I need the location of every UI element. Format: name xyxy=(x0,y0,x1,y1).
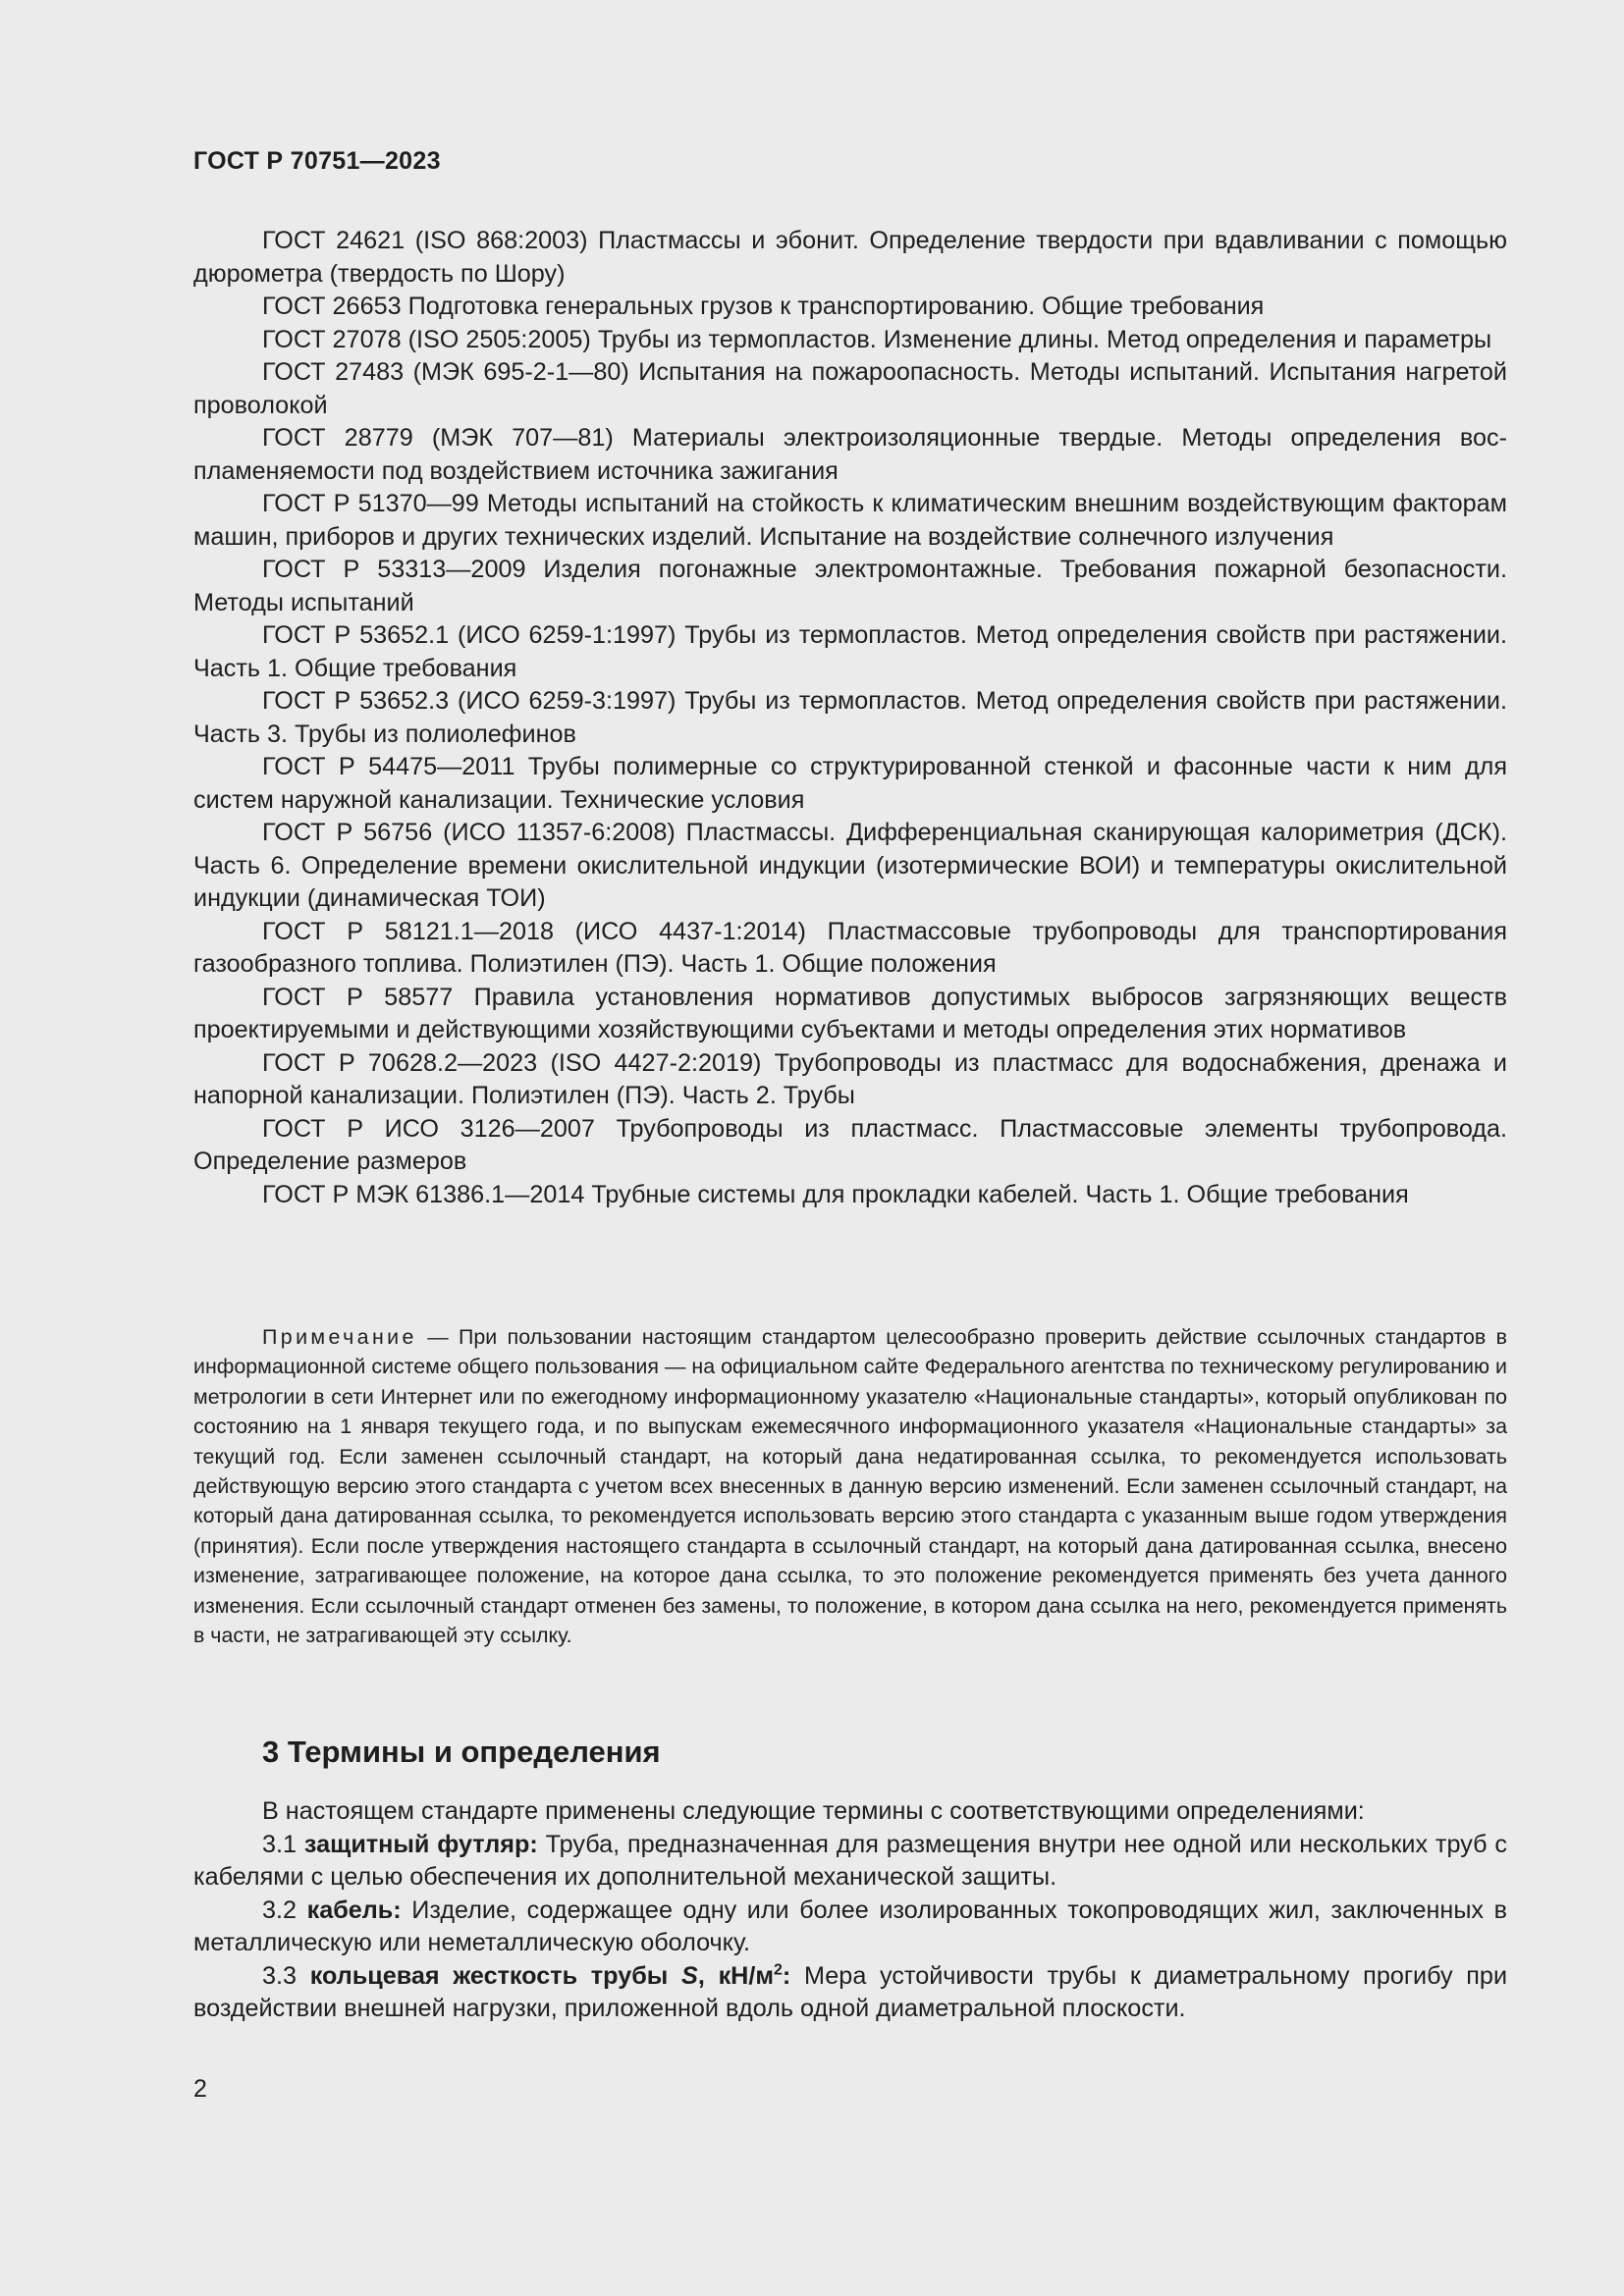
reference-item: ГОСТ Р ИСО 3126—2007 Трубопроводы из пластмасс. Пластмассовые элементы трубопровода. Определение размеров xyxy=(193,1114,1507,1175)
note-paragraph xyxy=(193,1322,1507,1650)
document-header: ГОСТ Р 70751—2023 xyxy=(193,147,441,175)
page-number: 2 xyxy=(193,2075,207,2103)
term-item xyxy=(193,1829,1507,1895)
term-definition: Изделие, содержащее одну или более изолированных токопроводящих жил, заключенных в металлическую или неметаллическую оболочку. xyxy=(193,1896,1507,1956)
note-text: При пользовании настоящим стандартом целесообразно проверить действие ссылочных стандартов в информационной системе общего пользования — на официальном сайте Федерального агентства по техническому регулированию и метрологии в сети Интернет или по ежегодному информационному указателю «Национальные стандарты», который опубликован по состоянию на 1 января текущего года, и по выпускам ежемесячного информационного указателя «Национальные стандарты» за текущий год. Если заменен ссылочный стандарт, на который дана недатированная ссылка, то рекомендуется использовать действующую версию этого стандарта с учетом всех внесенных в данную версию изменений. Если заменен ссылочный стандарт, на который дана датированная ссылка, то рекомендуется использовать версию этого стандарта с указанным выше годом утверждения (принятия). Если после утверждения настоящего стандарта в ссылочный стандарт, на который дана датированная ссылка, внесено изменение, затрагивающее положение, на которое дана ссылка, то это положение рекомендуется применять без учета данного изменения. Если ссылочный стандарт отменен без замены, то положение, в котором дана ссылка на него, рекомендуется применять в части, не затрагивающей эту ссылку. xyxy=(193,1325,1507,1648)
reference-item: ГОСТ Р 70628.2—2023 (ISO 4427-2:2019) Трубопроводы из пластмасс для водоснабжения, дренажа и напорной канализации. Полиэтилен (ПЭ). Часть 2. Трубы xyxy=(193,1048,1507,1109)
term-definition: Мера устойчивости трубы к диаметральному прогибу при воздействии внешней нагрузки, приложенной вдоль одной диаметральной плоскости. xyxy=(193,1961,1508,2022)
reference-item: ГОСТ Р 53652.3 (ИСО 6259-3:1997) Трубы из термопластов. Метод определения свойств при растяжении. Часть 3. Трубы из полиолефинов xyxy=(193,687,1507,748)
term-name xyxy=(310,1962,791,1990)
reference-item: ГОСТ 24621 (ISO 868:2003) Пластмассы и эбонит. Определение твердости при вдавливании с помощью дюрометра (твердость по Шору) xyxy=(193,227,1507,288)
reference-item: ГОСТ 28779 (МЭК 707—81) Материалы электроизоляционные твердые. Методы определения воспламеняемости под воздействием источника зажигания xyxy=(193,424,1507,485)
section-title: 3 Термины и определения xyxy=(262,1735,661,1769)
term-name-text: кольцевая жесткость трубы xyxy=(309,1961,682,1990)
reference-item: ГОСТ Р 53652.1 (ИСО 6259-1:1997) Трубы из термопластов. Метод определения свойств при растяжении. Часть 1. Общие требования xyxy=(193,621,1507,682)
term-item xyxy=(193,1895,1507,1960)
term-number: 3.1 xyxy=(262,1830,304,1858)
reference-item: ГОСТ Р 54475—2011 Трубы полимерные со структурированной стенкой и фасонные части к ним для систем наружной канализации. Технические условия xyxy=(193,753,1507,814)
reference-item: ГОСТ 27483 (МЭК 695-2-1—80) Испытания на пожароопасность. Методы испытаний. Испытания нагретой проволокой xyxy=(193,358,1507,419)
reference-item: ГОСТ Р 58577 Правила установления нормативов допустимых выбросов загрязняющих веществ проектируемыми и действующими хозяйствующими субъектами и методы определения этих нормативов xyxy=(193,983,1507,1043)
term-colon: : xyxy=(782,1961,791,1990)
note-label: Примечание xyxy=(262,1325,417,1349)
term-definition: Труба, предназначенная для размещения внутри нее одной или нескольких труб с кабелями с целью обеспечения их дополнительной механической защиты. xyxy=(193,1830,1507,1891)
term-name: кабель: xyxy=(306,1896,402,1924)
normative-references-list xyxy=(193,225,1507,1211)
reference-item: ГОСТ 27078 (ISO 2505:2005) Трубы из термопластов. Изменение длины. Метод определения и параметры xyxy=(262,325,1492,353)
term-symbol: S xyxy=(681,1961,698,1990)
reference-item: ГОСТ Р 51370—99 Методы испытаний на стойкость к климатическим внешним воздействующим факторам машин, приборов и других технических изделий. Испытание на воздействие солнечного излучения xyxy=(193,490,1507,551)
reference-item: ГОСТ Р МЭК 61386.1—2014 Трубные системы для прокладки кабелей. Часть 1. Общие требования xyxy=(262,1180,1409,1208)
term-name: защитный футляр: xyxy=(303,1830,538,1858)
terms-intro: В настоящем стандарте применены следующие термины с соответствующими определениями: xyxy=(262,1797,1365,1825)
note-dash: — xyxy=(416,1325,460,1349)
term-unit: , кН/м xyxy=(697,1961,774,1990)
term-unit-exponent: 2 xyxy=(774,1961,783,1979)
reference-item: ГОСТ Р 58121.1—2018 (ИСО 4437-1:2014) Пластмассовые трубопроводы для транспортирования газообразного топлива. Полиэтилен (ПЭ). Часть 1. Общие положения xyxy=(193,917,1507,978)
reference-item: ГОСТ Р 53313—2009 Изделия погонажные электромонтажные. Требования пожарной безопасности. Методы испытаний xyxy=(193,556,1507,616)
terms-list xyxy=(193,1795,1507,2026)
term-item xyxy=(193,1960,1507,2026)
term-number: 3.2 xyxy=(262,1896,307,1924)
term-number: 3.3 xyxy=(262,1961,310,1990)
reference-item: ГОСТ 26653 Подготовка генеральных грузов к транспортированию. Общие требования xyxy=(262,293,1265,320)
reference-item: ГОСТ Р 56756 (ИСО 11357-6:2008) Пластмассы. Дифференциальная сканирующая калориметрия (ДСК). Часть 6. Определение времени окислительной индукции (изотермические ВОИ) и температуры окислительной индукции (динамическая ТОИ) xyxy=(193,819,1507,912)
